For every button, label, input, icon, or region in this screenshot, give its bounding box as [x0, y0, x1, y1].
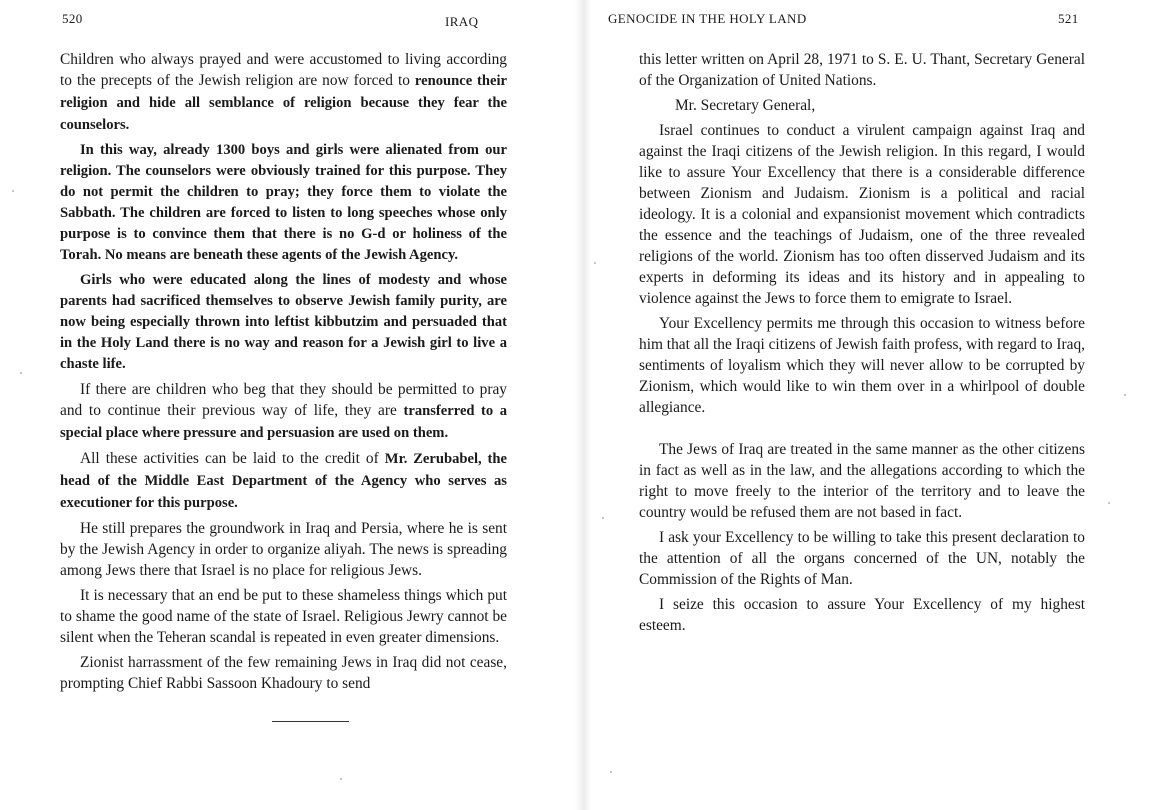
paragraph-gap — [639, 422, 1085, 439]
paragraph: Israel continues to conduct a virulent campaign against Iraq and against the Iraqi citizens of the Jewish religion. In this regard, I would like to assure Your Excellency that there is a considerable difference between Zionism and Judaism. Zionism is a political and racial ideology. It is a colonial and expansionist movement which contradicts the essence and the teachings of Judaism, one of the three revealed religions of the world. Zionism has too often disserved Judaism and its experts in deforming its ideas and its history and in appealing to violence against the Jews to force them to emigrate to Israel. — [639, 122, 1085, 307]
letter-salutation: Mr. Secretary General, — [675, 97, 816, 114]
scan-speck — [1124, 394, 1126, 396]
scan-speck — [12, 190, 14, 192]
paragraph: Zionist harrassment of the few remaining Jews in Iraq did not cease, prompting Chief Rabbi Sassoon Khadoury to send — [60, 654, 507, 692]
scan-speck — [1108, 502, 1110, 504]
paragraph: Children who always prayed and were accustomed to living according to the precepts of the Jewish religion are now forced to renounce their religion and hide all semblance of religion because they fear the counselors. — [60, 51, 507, 133]
scan-speck — [340, 778, 342, 780]
scan-speck — [594, 262, 596, 264]
scan-speck — [602, 517, 604, 519]
section-rule — [272, 721, 349, 722]
left-page-number: 520 — [62, 11, 83, 26]
paragraph: He still prepares the groundwork in Iraq and Persia, where he is sent by the Jewish Agency in order to organize aliyah. The news is spreading among Jews there that Israel is no place for religious Jews. — [60, 520, 507, 579]
paragraph: If there are children who beg that they should be permitted to pray and to continue their previous way of life, they are transferred to a special place where pressure and persuasion are used on them. — [60, 381, 507, 441]
scan-speck — [610, 771, 612, 773]
paragraph: I seize this occasion to assure Your Excellency of my highest esteem. — [639, 596, 1085, 634]
letter-intro: this letter written on April 28, 1971 to S. E. U. Thant, Secretary General of the Organization of United Nations. — [639, 51, 1085, 89]
paragraph: I ask your Excellency to be willing to take this present declaration to the attention of all the organs concerned of the UN, notably the Commission of the Rights of Man. — [639, 529, 1085, 588]
left-page-body — [60, 49, 507, 698]
right-page-body — [639, 49, 1085, 640]
paragraph: Your Excellency permits me through this occasion to witness before him that all the Iraqi citizens of Jewish faith profess, with regard to Iraq, sentiments of loyalism which they will never allow to be corrupted by Zionism, which would like to win them over in a whirlpool of double allegiance. — [639, 315, 1085, 416]
paragraph: The Jews of Iraq are treated in the same manner as the other citizens in fact as well as in the law, and the allegations according to which the right to move freely to the interior of the territory and to leave the country would be refused them are not based in fact. — [639, 441, 1085, 521]
paragraph: It is necessary that an end be put to these shameless things which put to shame the good name of the state of Israel. Religious Jewry cannot be silent when the Teheran scandal is repeated in even greater dimensions. — [60, 587, 507, 646]
scan-speck — [20, 372, 22, 374]
paragraph: Girls who were educated along the lines of modesty and whose parents had sacrificed themselves to observe Jewish family purity, are now being especially thrown into leftist kibbutzim and persuaded that in the Holy Land there is no way and reason for a Jewish girl to live a chaste life. — [60, 272, 507, 372]
right-page — [583, 0, 1166, 810]
right-running-head: GENOCIDE IN THE HOLY LAND — [608, 11, 807, 26]
right-page-number: 521 — [1058, 11, 1079, 26]
paragraph: In this way, already 1300 boys and girls were alienated from our religion. The counselors were obviously trained for this purpose. They do not permit the children to pray; they force them to violate the Sabbath. The children are forced to listen to long speeches whose only purpose is to convince them that there is no G-d or holiness of the Torah. No means are beneath these agents of the Jewish Agency. — [60, 142, 507, 263]
paragraph: All these activities can be laid to the credit of Mr. Zerubabel, the head of the Middle East Department of the Agency who serves as executioner for this purpose. — [60, 450, 507, 511]
left-running-head: IRAQ — [445, 14, 479, 29]
